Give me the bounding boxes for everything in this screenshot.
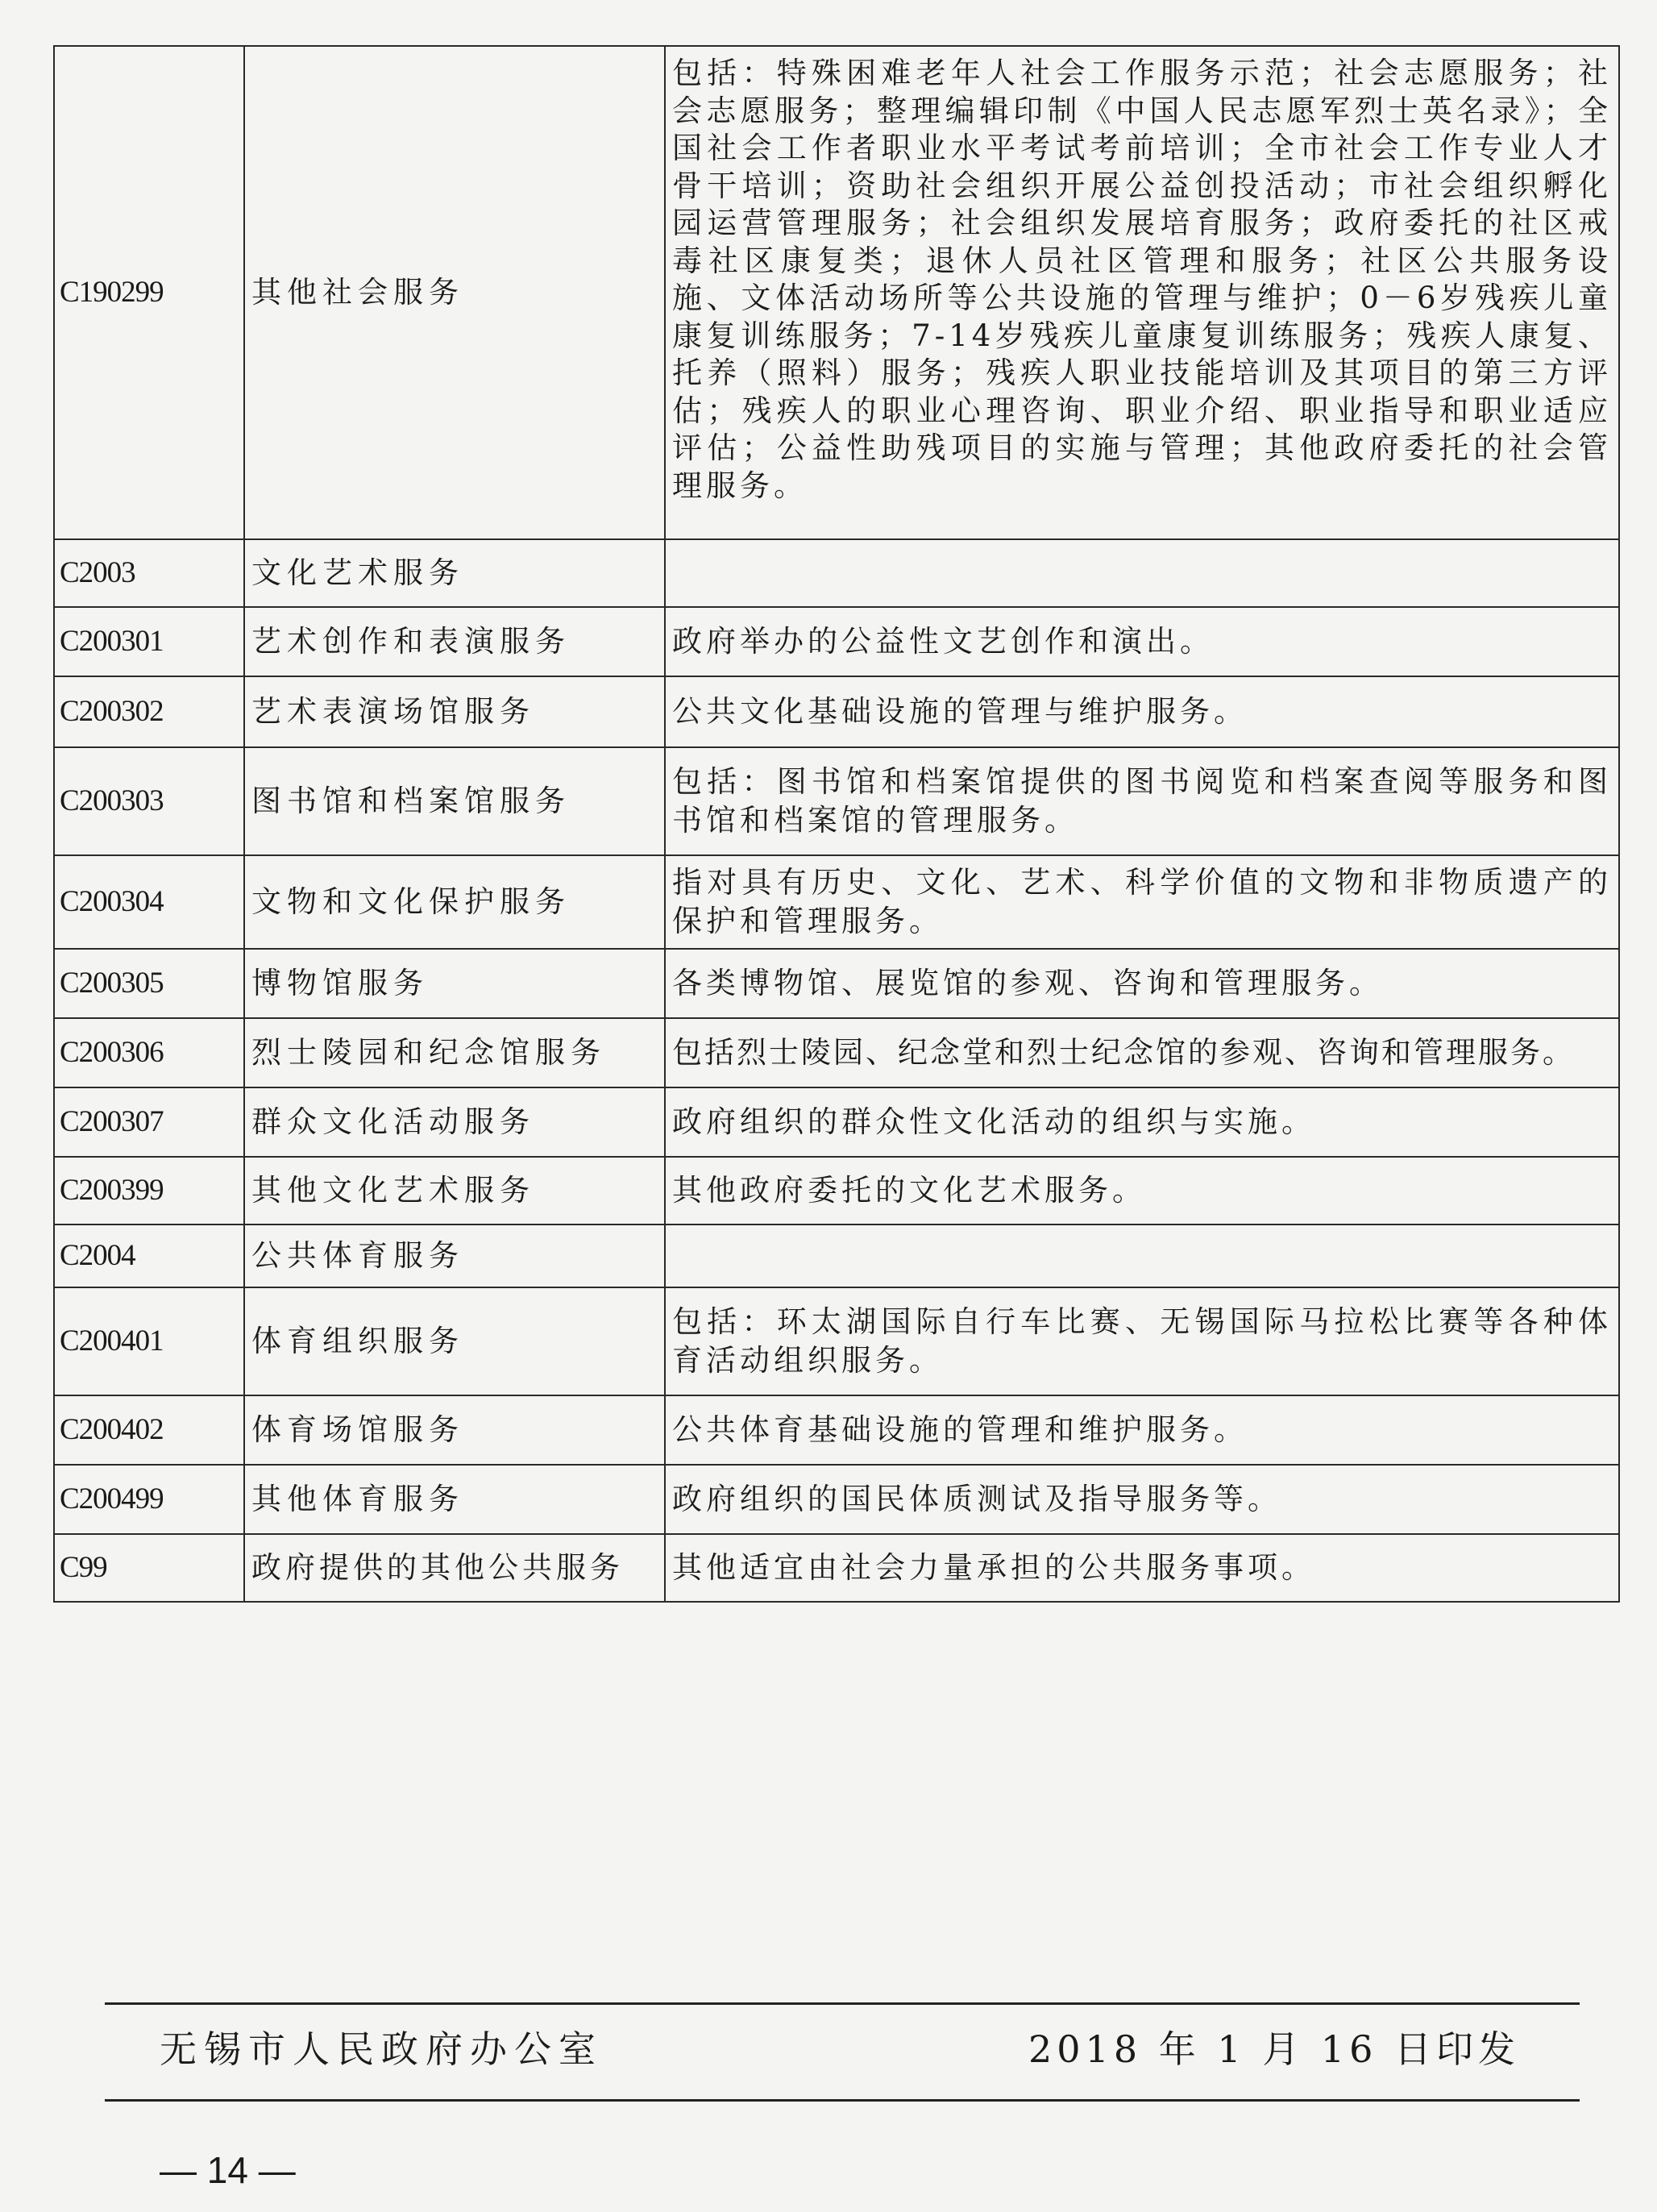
table-row [54,1087,1619,1157]
table-row [54,1395,1619,1465]
row-name: 烈士陵园和纪念馆服务 [244,1018,665,1087]
footer-issuer: 无锡市人民政府办公室 [160,2027,603,2071]
service-catalog-table [53,45,1620,1603]
row-code: C2004 [54,1224,244,1287]
table-row [54,1287,1619,1395]
row-description: 公共体育基础设施的管理和维护服务。 [665,1395,1619,1465]
row-name: 其他文化艺术服务 [244,1157,665,1224]
row-description: 公共文化基础设施的管理与维护服务。 [665,676,1619,747]
row-name: 艺术表演场馆服务 [244,676,665,747]
row-description [665,1224,1619,1287]
row-code: C200402 [54,1395,244,1465]
row-code: C200303 [54,747,244,855]
table-row [54,607,1619,676]
row-name: 其他社会服务 [244,46,665,539]
page-number: — 14 — [160,2149,296,2191]
table-row [54,747,1619,855]
row-description [665,539,1619,607]
row-name: 博物馆服务 [244,949,665,1018]
row-name: 图书馆和档案馆服务 [244,747,665,855]
row-code: C190299 [54,46,244,539]
row-name: 体育组织服务 [244,1287,665,1395]
row-code: C200304 [54,855,244,949]
table-row [54,1157,1619,1224]
table-row [54,46,1619,539]
row-description: 指对具有历史、文化、艺术、科学价值的文物和非物质遗产的保护和管理服务。 [665,855,1619,949]
row-code: C200401 [54,1287,244,1395]
row-description: 其他政府委托的文化艺术服务。 [665,1157,1619,1224]
row-name: 体育场馆服务 [244,1395,665,1465]
row-description: 政府组织的群众性文化活动的组织与实施。 [665,1087,1619,1157]
footer-rule-top [105,2002,1580,2005]
row-description: 包括：图书馆和档案馆提供的图书阅览和档案查阅等服务和图书馆和档案馆的管理服务。 [665,747,1619,855]
row-name: 文物和文化保护服务 [244,855,665,949]
row-name: 群众文化活动服务 [244,1087,665,1157]
row-description: 政府组织的国民体质测试及指导服务等。 [665,1465,1619,1534]
table-row [54,1465,1619,1534]
row-code: C200301 [54,607,244,676]
row-code: C200305 [54,949,244,1018]
row-name: 公共体育服务 [244,1224,665,1287]
row-name: 其他体育服务 [244,1465,665,1534]
row-code: C200399 [54,1157,244,1224]
row-description: 包括：特殊困难老年人社会工作服务示范；社会志愿服务；社会志愿服务；整理编辑印制《中国人民志愿军烈士英名录》；全国社会工作者职业水平考试考前培训；全市社会工作专业人才骨干培训；资助社会组织开展公益创投活动；市社会组织孵化园运营管理服务；社会组织发展培育服务；政府委托的社区戒毒社区康复类；退休人员社区管理和服务；社区公共服务设施、文体活动场所等公共设施的管理与维护；0－6岁残疾儿童康复训练服务；7-14岁残疾儿童康复训练服务；残疾人康复、托养（照料）服务；残疾人职业技能培训及其项目的第三方评估；残疾人的职业心理咨询、职业介绍、职业指导和职业适应评估；公益性助残项目的实施与管理；其他政府委托的社会管理服务。 [665,46,1619,539]
row-name: 政府提供的其他公共服务 [244,1534,665,1602]
table-row [54,539,1619,607]
row-code: C99 [54,1534,244,1602]
row-description: 其他适宜由社会力量承担的公共服务事项。 [665,1534,1619,1602]
table-row [54,855,1619,949]
footer-print-date: 2018 年 1 月 16 日印发 [1028,2027,1520,2071]
table-row [54,676,1619,747]
row-code: C200499 [54,1465,244,1534]
row-description: 政府举办的公益性文艺创作和演出。 [665,607,1619,676]
row-description: 包括：环太湖国际自行车比赛、无锡国际马拉松比赛等各种体育活动组织服务。 [665,1287,1619,1395]
table-row [54,1224,1619,1287]
row-description: 各类博物馆、展览馆的参观、咨询和管理服务。 [665,949,1619,1018]
row-code: C200302 [54,676,244,747]
row-name: 文化艺术服务 [244,539,665,607]
row-code: C200306 [54,1018,244,1087]
row-code: C200307 [54,1087,244,1157]
table-row [54,949,1619,1018]
row-code: C2003 [54,539,244,607]
table-row [54,1018,1619,1087]
table-row [54,1534,1619,1602]
row-description: 包括烈士陵园、纪念堂和烈士纪念馆的参观、咨询和管理服务。 [665,1018,1619,1087]
row-name: 艺术创作和表演服务 [244,607,665,676]
footer-rule-bottom [105,2099,1580,2102]
